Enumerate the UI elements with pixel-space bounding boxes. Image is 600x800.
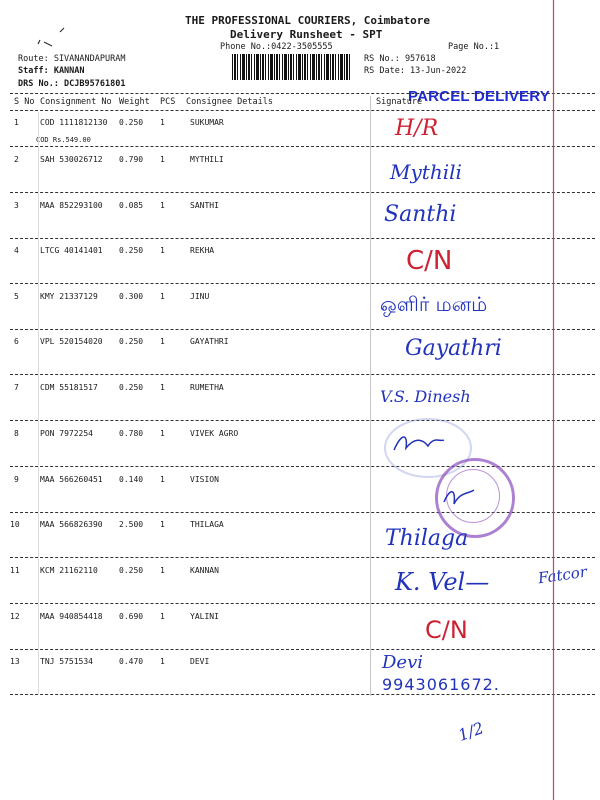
row-pcs: 1 xyxy=(160,118,165,127)
signature-row-12: C/N xyxy=(425,616,468,644)
row-divider xyxy=(10,283,595,284)
row-divider xyxy=(10,466,595,467)
row-pcs: 1 xyxy=(160,155,165,164)
row-sno: 7 xyxy=(14,383,19,392)
col-consignee: Consignee Details xyxy=(186,97,273,107)
row-consignment: COD 1111812130 xyxy=(40,118,108,127)
row-weight: 0.140 xyxy=(119,475,144,484)
row-consignee: DEVI xyxy=(190,657,210,666)
row-cod-note: COD Rs.549.00 xyxy=(36,136,91,144)
row-weight: 0.470 xyxy=(119,657,144,666)
row-pcs: 1 xyxy=(160,429,165,438)
column-divider xyxy=(38,112,39,694)
row-sno: 4 xyxy=(14,246,19,255)
row-divider xyxy=(10,192,595,193)
row-weight: 2.500 xyxy=(119,520,144,529)
row-consignment: MAA 852293100 xyxy=(40,201,103,210)
row-weight: 0.250 xyxy=(119,246,144,255)
row-sno: 1 xyxy=(14,118,19,127)
row-weight: 0.250 xyxy=(119,118,144,127)
row-consignment: MAA 566826390 xyxy=(40,520,103,529)
row-divider xyxy=(10,329,595,330)
header-bottom-rule xyxy=(10,110,595,111)
row-consignee: REKHA xyxy=(190,246,215,255)
staff-label: Staff: KANNAN xyxy=(18,66,85,76)
signature-row-11-extra: Fatcor xyxy=(536,562,588,588)
row-consignment: KMY 21337129 xyxy=(40,292,98,301)
row-consignment: MAA 566260451 xyxy=(40,475,103,484)
row-weight: 0.690 xyxy=(119,612,144,621)
row-weight: 0.085 xyxy=(119,201,144,210)
row-divider xyxy=(10,694,595,695)
row-consignee: RUMETHA xyxy=(190,383,224,392)
row-pcs: 1 xyxy=(160,475,165,484)
row-sno: 13 xyxy=(10,657,20,666)
header-top-rule xyxy=(10,93,595,94)
row-sno: 8 xyxy=(14,429,19,438)
row-divider xyxy=(10,238,595,239)
row-weight: 0.790 xyxy=(119,155,144,164)
signature-scribble-icon xyxy=(440,482,480,512)
row-pcs: 1 xyxy=(160,383,165,392)
col-sno: S No xyxy=(14,97,35,107)
row-consignee: THILAGA xyxy=(190,520,224,529)
row-weight: 0.780 xyxy=(119,429,144,438)
row-divider xyxy=(10,603,595,604)
rs-number: RS No.: 957618 xyxy=(364,54,436,64)
row-consignee: SANTHI xyxy=(190,201,219,210)
row-sno: 5 xyxy=(14,292,19,301)
signature-row-13: Devi xyxy=(382,652,424,673)
row-pcs: 1 xyxy=(160,657,165,666)
row-consignee: SUKUMAR xyxy=(190,118,224,127)
row-pcs: 1 xyxy=(160,337,165,346)
row-consignee: MYTHILI xyxy=(190,155,224,164)
pen-mark-icon xyxy=(30,26,70,52)
row-consignment: LTCG 40141401 xyxy=(40,246,103,255)
red-pen-line-icon xyxy=(552,0,555,800)
row-sno: 2 xyxy=(14,155,19,164)
col-signature: Signature xyxy=(376,97,423,107)
handwritten-phone: 9943061672. xyxy=(382,675,500,694)
col-pcs: PCS xyxy=(160,97,176,107)
signature-row-6: Gayathri xyxy=(405,336,502,361)
signature-row-10: Thilaga xyxy=(385,526,469,551)
signature-row-11: K. Vel— xyxy=(395,568,490,596)
row-consignee: KANNAN xyxy=(190,566,219,575)
row-sno: 3 xyxy=(14,201,19,210)
row-sno: 10 xyxy=(10,520,20,529)
row-consignment: CDM 55181517 xyxy=(40,383,98,392)
row-consignment: PON 7972254 xyxy=(40,429,93,438)
row-divider xyxy=(10,420,595,421)
document-title: THE PROFESSIONAL COURIERS, Coimbatore xyxy=(185,14,431,27)
signature-row-2: Mythili xyxy=(390,160,462,184)
row-weight: 0.250 xyxy=(119,337,144,346)
rs-date: RS Date: 13-Jun-2022 xyxy=(364,66,467,76)
page-number: Page No.:1 xyxy=(448,42,500,52)
col-consignment: Consignment No xyxy=(40,97,112,107)
phone-number: Phone No.:0422-3505555 xyxy=(220,42,333,52)
row-consignee: VISION xyxy=(190,475,219,484)
row-pcs: 1 xyxy=(160,246,165,255)
row-consignment: KCM 21162110 xyxy=(40,566,98,575)
barcode-image xyxy=(232,54,350,80)
handwritten-page-mark: 1/2 xyxy=(455,718,487,745)
row-consignee: YALINI xyxy=(190,612,219,621)
signature-divider xyxy=(370,96,371,696)
row-sno: 6 xyxy=(14,337,19,346)
row-pcs: 1 xyxy=(160,520,165,529)
row-pcs: 1 xyxy=(160,292,165,301)
row-sno: 11 xyxy=(10,566,20,575)
document-subtitle: Delivery Runsheet - SPT xyxy=(230,28,383,41)
row-consignment: TNJ 5751534 xyxy=(40,657,93,666)
row-divider xyxy=(10,557,595,558)
signature-row-5: ஒளிர் மனம் xyxy=(380,292,488,316)
row-consignee: JINU xyxy=(190,292,210,301)
row-pcs: 1 xyxy=(160,201,165,210)
row-weight: 0.250 xyxy=(119,566,144,575)
row-weight: 0.250 xyxy=(119,383,144,392)
row-sno: 12 xyxy=(10,612,20,621)
row-pcs: 1 xyxy=(160,566,165,575)
row-divider xyxy=(10,146,595,147)
signature-row-4: C/N xyxy=(406,246,453,276)
row-divider xyxy=(10,649,595,650)
signature-row-1: H/R xyxy=(395,116,439,141)
route-label: Route: SIVANANDAPURAM xyxy=(18,54,126,64)
row-consignee: VIVEK AGRO xyxy=(190,429,239,438)
signature-scribble-icon xyxy=(388,424,448,460)
row-consignment: VPL 520154020 xyxy=(40,337,103,346)
row-consignee: GAYATHRI xyxy=(190,337,229,346)
row-sno: 9 xyxy=(14,475,19,484)
signature-row-3: Santhi xyxy=(384,202,457,227)
row-weight: 0.300 xyxy=(119,292,144,301)
row-divider xyxy=(10,374,595,375)
row-consignment: SAH 530026712 xyxy=(40,155,103,164)
drs-number: DRS No.: DCJB95761801 xyxy=(18,79,126,89)
signature-row-7: V.S. Dinesh xyxy=(380,387,471,406)
row-consignment: MAA 940854418 xyxy=(40,612,103,621)
col-weight: Weight xyxy=(119,97,150,107)
row-pcs: 1 xyxy=(160,612,165,621)
parcel-delivery-stamp: PARCEL DELIVERY xyxy=(408,88,550,105)
